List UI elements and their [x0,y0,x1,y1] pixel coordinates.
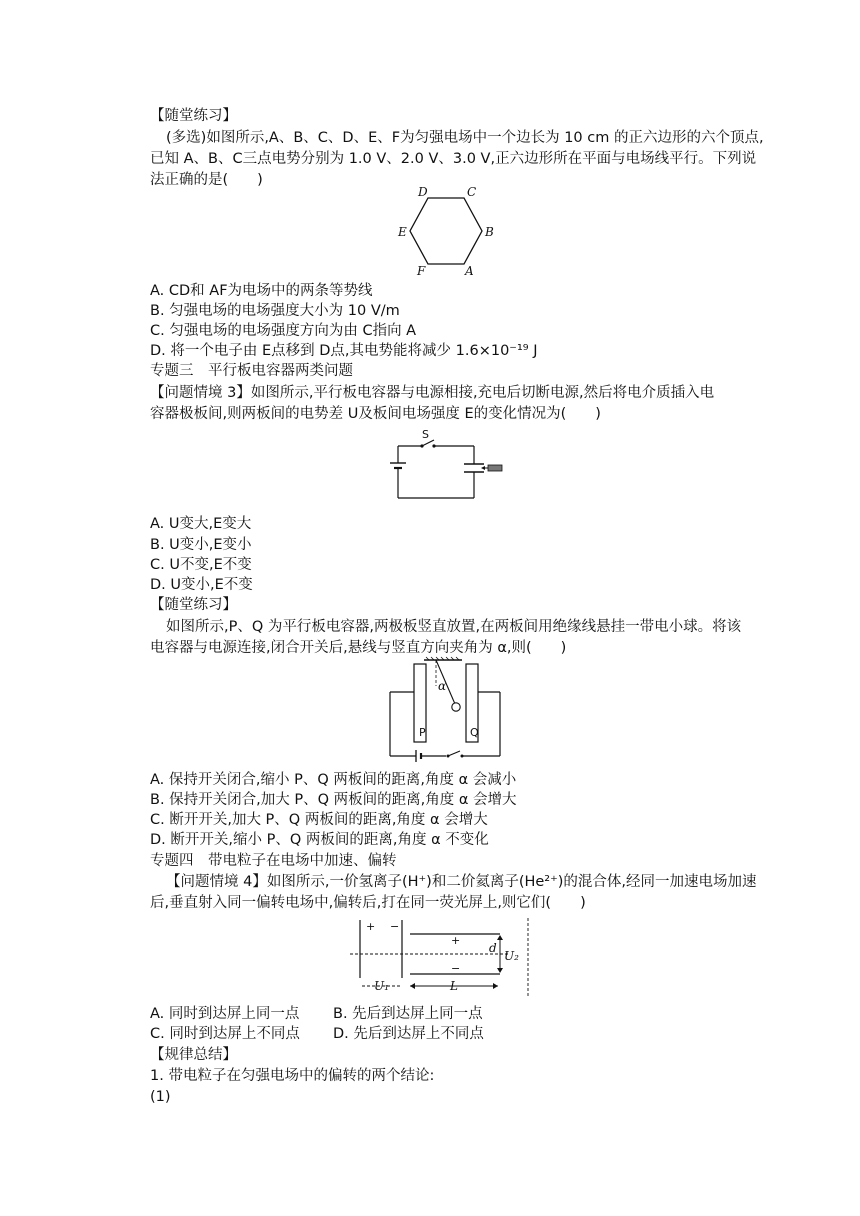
option-d: D. 将一个电子由 E点移到 D点,其电势能将减少 1.6×10⁻¹⁹ J [150,343,538,359]
vertex-label-D: D [418,185,428,199]
vertex-label-B: B [485,225,494,239]
summary-subitem: (1) [150,1089,171,1105]
option-a: A. 保持开关闭合,缩小 P、Q 两板间的距离,角度 α 会减小 [150,772,517,788]
option-a: A. U变大,E变大 [150,516,252,532]
vertex-label-A: A [465,264,474,278]
deflect-plate-minus: − [451,962,461,975]
question-text: 后,垂直射入同一偏转电场中,偏转后,打在同一荧光屏上,则它们( ) [150,895,586,911]
pendulum-capacitor-figure [386,656,506,766]
switch-label-S: S [422,428,429,441]
deflect-plate-plus: + [451,934,461,947]
vertex-label-C: C [467,185,477,199]
option-d: D. U变小,E不变 [150,577,253,593]
option-d: D. 先后到达屏上不同点 [333,1026,484,1042]
question-text: 容器极板间,则两板间的电势差 U及板间电场强度 E的变化情况为( ) [150,406,601,422]
vertex-label-E: E [398,225,407,239]
option-b: B. U变小,E变小 [150,537,252,553]
option-c: C. 同时到达屏上不同点 [150,1026,300,1042]
accel-plate-plus: + [366,920,376,933]
question-text: (多选)如图所示,A、B、C、D、E、F为匀强电场中一个边长为 10 cm 的正六边形的六个顶点, [166,130,764,146]
question-text: 【问题情境 4】如图所示,一价氢离子(H⁺)和二价氦离子(He²⁺)的混合体,经同一加速电场加速 [166,874,757,890]
option-b: B. 先后到达屏上同一点 [333,1006,483,1022]
section-title-topic-3: 专题三 平行板电容器两类问题 [150,363,353,379]
section-heading-practice-2: 【随堂练习】 [150,597,237,613]
voltage-label-U2: U₂ [504,949,519,963]
voltage-label-U1: U₁ [374,979,389,993]
deflection-field-figure [350,916,536,1000]
option-b: B. 保持开关闭合,加大 P、Q 两板间的距离,角度 α 会增大 [150,792,517,808]
section-heading-summary: 【规律总结】 [150,1047,237,1063]
option-c: C. 断开开关,加大 P、Q 两板间的距离,角度 α 会增大 [150,812,488,828]
plate-label-P: P [419,726,426,739]
option-b: B. 匀强电场的电场强度大小为 10 V/m [150,303,400,319]
angle-label-alpha: α [438,679,447,693]
capacitor-circuit-figure [388,428,508,502]
accel-plate-minus: − [390,920,400,933]
hexagon-figure [392,184,500,278]
option-c: C. U不变,E不变 [150,557,252,573]
question-text: 法正确的是( ) [150,172,263,188]
length-label-L: L [450,979,458,993]
option-a: A. 同时到达屏上同一点 [150,1006,300,1022]
option-d: D. 断开开关,缩小 P、Q 两板间的距离,角度 α 不变化 [150,832,489,848]
question-text: 已知 A、B、C三点电势分别为 1.0 V、2.0 V、3.0 V,正六边形所在平面与电场线平行。下列说 [150,151,757,167]
question-text: 电容器与电源连接,闭合开关后,悬线与竖直方向夹角为 α,则( ) [150,640,567,656]
question-text: 【问题情境 3】如图所示,平行板电容器与电源相接,充电后切断电源,然后将电介质插入电 [150,385,715,401]
vertex-label-F: F [417,264,426,278]
option-a: A. CD和 AF为电场中的两条等势线 [150,283,373,299]
section-title-topic-4: 专题四 带电粒子在电场中加速、偏转 [150,853,397,869]
plate-label-Q: Q [470,726,479,739]
section-heading-practice-1: 【随堂练习】 [150,108,237,124]
question-text: 如图所示,P、Q 为平行板电容器,两极板竖直放置,在两板间用绝缘线悬挂一带电小球。将该 [166,619,742,635]
option-c: C. 匀强电场的电场强度方向为由 C指向 A [150,323,417,339]
gap-label-d: d [489,941,497,955]
summary-item: 1. 带电粒子在匀强电场中的偏转的两个结论: [150,1068,435,1084]
